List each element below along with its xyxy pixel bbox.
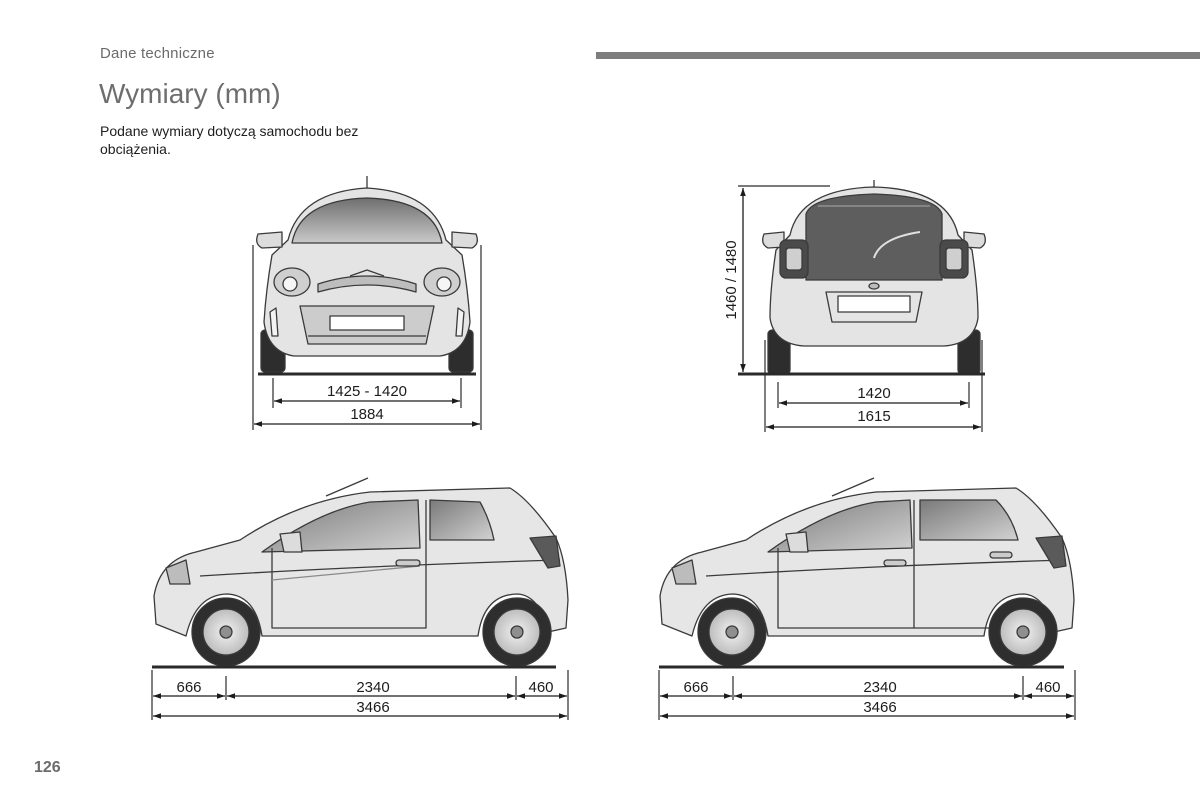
side-3-door-front-overhang-label: 666 — [176, 679, 202, 696]
side-car-3-door-illustration — [154, 478, 568, 666]
side-car-5-door-illustration — [660, 478, 1074, 666]
intro-text: Podane wymiary dotyczą samochodu bez obciążenia. — [100, 123, 359, 157]
side-5-door-rear-overhang-label: 460 — [1035, 679, 1061, 696]
side-5-door-front-overhang-label: 666 — [683, 679, 709, 696]
page-number: 126 — [34, 759, 61, 776]
rear-width-label: 1615 — [857, 408, 891, 425]
front-width-label: 1884 — [350, 406, 384, 423]
front-view — [253, 176, 481, 430]
rear-car-illustration — [763, 180, 986, 374]
rear-height-label: 1460 / 1480 — [723, 240, 740, 320]
side-view-3-door — [152, 478, 568, 720]
side-view-5-door — [659, 478, 1075, 720]
side-3-door-wheelbase-label: 2340 — [356, 679, 390, 696]
side-5-door-length-label: 3466 — [863, 699, 897, 716]
section-label: Dane techniczne — [100, 45, 215, 62]
rear-track-label: 1420 — [857, 385, 891, 402]
rear-view — [723, 180, 985, 432]
side-5-door-wheelbase-label: 2340 — [863, 679, 897, 696]
side-3-door-rear-overhang-label: 460 — [528, 679, 554, 696]
page-title: Wymiary (mm) — [99, 78, 281, 109]
front-track-label: 1425 - 1420 — [326, 383, 408, 400]
side-3-door-length-label: 3466 — [356, 699, 390, 716]
front-car-illustration — [257, 176, 478, 372]
